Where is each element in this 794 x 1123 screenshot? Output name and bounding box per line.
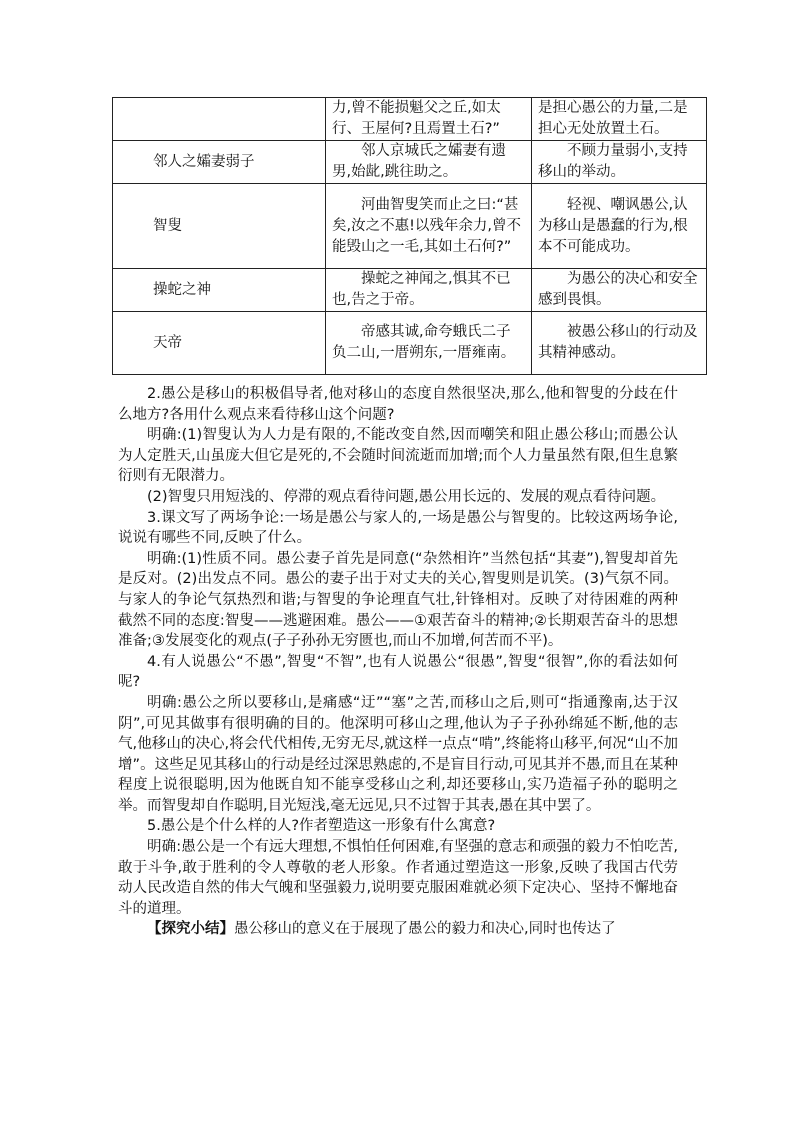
text-cell: 操蛇之神闻之,惧其不已也,告之于帝。 [326,269,532,312]
character-analysis-table [112,97,707,375]
role-cell: 邻人之孀妻弱子 [113,141,326,184]
summary-text: 愚公移山的意义在于展现了愚公的毅力和决心,同时也传达了 [234,921,616,938]
analysis-cell: 是担心愚公的力量,二是担心无处放置土石。 [532,98,707,141]
question-paragraph: 2.愚公是移山的积极倡导者,他对移山的态度自然很坚决,那么,他和智叟的分歧在什么地方?各用什么观点来看待移山这个问题? [118,386,678,423]
summary-tag: 【探究小结】 [147,921,234,938]
answer-paragraph: 明确:(1)性质不同。愚公妻子首先是同意(“杂然相许”当然包括“其妻”),智叟却首先是反对。(2)出发点不同。愚公的妻子出于对丈夫的关心,智叟则是讥笑。(3)气氛不同。与家人的争论气氛热烈和谐;与智叟的争论理直气壮,针锋相对。反映了对待困难的两种截然不同的态度:智叟——逃避困难。愚公——①艰苦奋斗的精神;②长期艰苦奋斗的思想准备;③发展变化的观点(子子孙孙无穷匮也,而山不加增,何苦而不平)。 [118,550,678,650]
text-cell: 邻人京城氏之孀妻有遗男,始龀,跳往助之。 [326,141,532,184]
question-paragraph: 4.有人说愚公“不愚”,智叟“不智”,也有人说愚公“很愚”,智叟“很智”,你的看法如何呢? [118,653,678,691]
text-cell: 力,曾不能损魁父之丘,如太行、王屋何?且焉置土石?” [326,98,532,141]
question-paragraph: 5.愚公是个什么样的人?作者塑造这一形象有什么寓意? [147,818,496,835]
analysis-cell: 为愚公的决心和安全感到畏惧。 [532,269,707,312]
role-cell [113,98,326,141]
answer-paragraph: 明确:愚公之所以要移山,是痛感“迂”“塞”之苦,而移山之后,则可“指通豫南,达于汉阴”,可见其做事有很明确的目的。他深明可移山之理,他认为子子孙孙绵延不断,他的志气,他移山的决心,将会代代相传,无穷无尽,就这样一点点“啃”,终能将山移平,何况“山不加增”。这些足见其移山的行动是经过深思熟虑的,不是盲目行动,可见其并不愚,而且在某种程度上说很聪明,因为他既自知不能享受移山之利,却还要移山,实乃造福子孙的聪明之举。而智叟却自作聪明,目光短浅,毫无远见,只不过智于其表,愚在其中罢了。 [118,694,678,814]
text-cell: 帝感其诚,命夸蛾氏二子负二山,一厝朔东,一厝雍南。 [326,312,532,375]
table-row [113,312,707,375]
question-paragraph: 3.课文写了两场争论:一场是愚公与家人的,一场是愚公与智叟的。比较这两场争论,说说有哪些不同,反映了什么。 [118,509,678,547]
analysis-cell: 轻视、嘲讽愚公,认为移山是愚蠢的行为,根本不可能成功。 [532,184,707,269]
role-cell: 智叟 [113,184,326,269]
answer-paragraph: 明确:(1)智叟认为人力是有限的,不能改变自然,因而嘲笑和阻止愚公移山;而愚公认为人定胜天,山虽庞大但它是死的,不会随时间流逝而加增;而个人力量虽然有限,但生息繁衍则有无限潜力。 [118,427,678,485]
answer-paragraph: (2)智叟只用短浅的、停滞的观点看待问题,愚公用长远的、发展的观点看待问题。 [147,488,666,505]
summary-paragraph [118,919,678,940]
table-row [113,141,707,184]
role-cell: 天帝 [113,312,326,375]
table-row [113,269,707,312]
text-cell: 河曲智叟笑而止之曰:“甚矣,汝之不惠!以残年余力,曾不能毁山之一毛,其如土石何?” [326,184,532,269]
role-cell: 操蛇之神 [113,269,326,312]
answer-paragraph: 明确:愚公是一个有远大理想,不惧怕任何困难,有坚强的意志和顽强的毅力不怕吃苦,敢于斗争,敢于胜利的令人尊敬的老人形象。作者通过塑造这一形象,反映了我国古代劳动人民改造自然的伟大气魄和坚强毅力,说明要克服困难就必须下定决心、坚持不懈地奋斗的道理。 [118,839,678,917]
analysis-cell: 不顾力量弱小,支持移山的举动。 [532,141,707,184]
table-row [113,184,707,269]
body-text [118,384,678,940]
analysis-cell: 被愚公移山的行动及其精神感动。 [532,312,707,375]
table-row [113,98,707,141]
